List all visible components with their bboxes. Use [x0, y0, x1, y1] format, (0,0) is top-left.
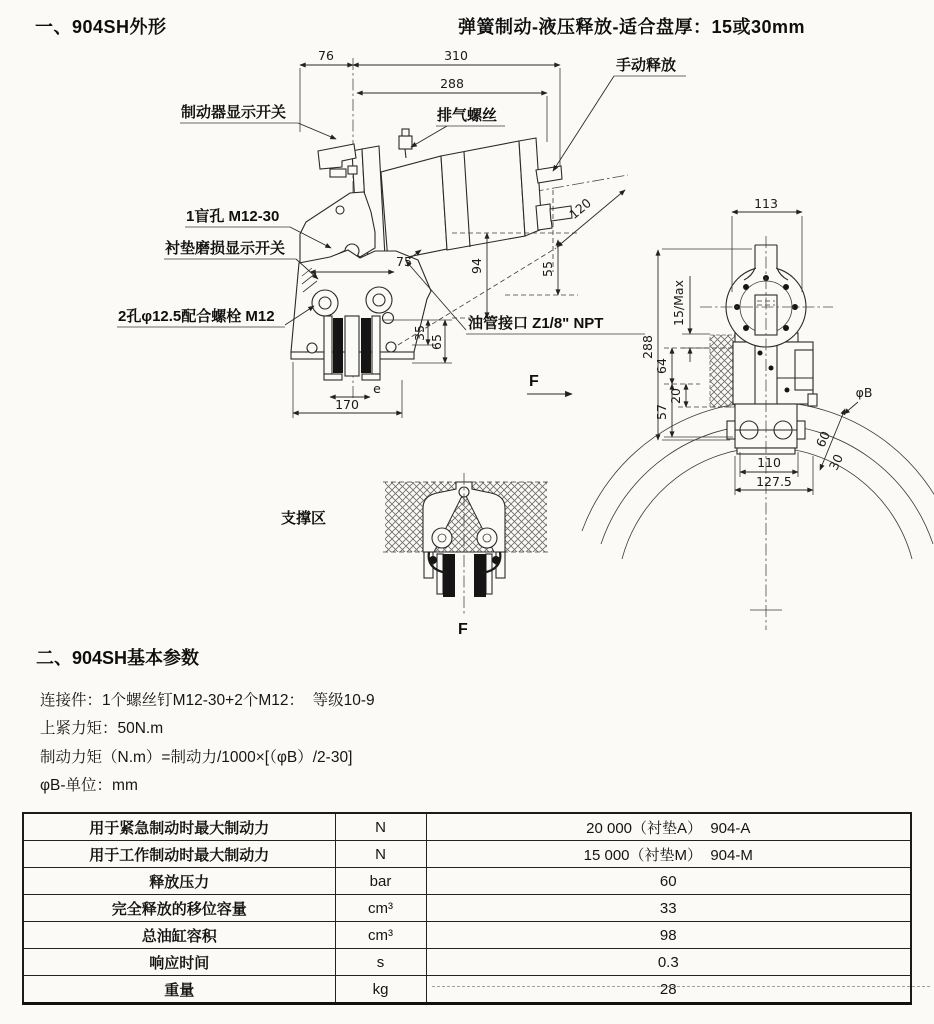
label-support-zone: 支撑区	[281, 510, 327, 527]
table-row	[23, 868, 911, 895]
table-row	[23, 922, 911, 949]
table-row	[23, 895, 911, 922]
value-cell: 20 000（衬垫A） 904-A	[426, 813, 911, 841]
dim-15max: 15/Max	[671, 280, 686, 326]
dim-94: 94	[469, 258, 484, 274]
dim-310: 310	[444, 48, 468, 63]
label-exhaust-screw: 排气螺丝	[437, 107, 498, 124]
page-subtitle: 弹簧制动-液压释放-适合盘厚：15或30mm	[458, 17, 806, 37]
dim-35: 35	[412, 325, 427, 341]
unit-cell: s	[335, 949, 426, 976]
param-cell: 用于工作制动时最大制动力	[23, 841, 335, 868]
label-force-side: F	[529, 373, 539, 390]
value-cell: 15 000（衬垫M） 904-M	[426, 841, 911, 868]
value-cell: 28	[426, 976, 911, 1004]
label-blind-hole: 1盲孔 M12-30	[186, 208, 280, 225]
dim-75: 75	[396, 254, 412, 269]
unit-cell: cm³	[335, 922, 426, 949]
label-force-bottom: F	[458, 621, 468, 638]
dim-170: 170	[335, 397, 359, 412]
label-disc-diameter: φB	[855, 385, 873, 400]
table-row	[23, 841, 911, 868]
dim-76: 76	[318, 48, 334, 63]
spec-line-torque: 上紧力矩：50N.m	[40, 720, 164, 737]
spec-line-unit: φB-单位：mm	[40, 777, 138, 794]
label-manual-release: 手动释放	[616, 57, 677, 74]
scan-artifact-line	[432, 986, 930, 987]
dim-127-5: 127.5	[756, 474, 792, 489]
parameters-table	[22, 812, 912, 1005]
param-cell: 响应时间	[23, 949, 335, 976]
dim-55: 55	[540, 261, 555, 277]
dim-288-front: 288	[640, 335, 655, 359]
table-row	[23, 976, 911, 1004]
pivot-bracket	[300, 192, 375, 263]
dim-120: 120	[566, 195, 595, 222]
param-cell: 完全释放的移位容量	[23, 895, 335, 922]
exhaust-screw-part	[399, 129, 412, 158]
section1-title: 一、904SH外形	[35, 17, 167, 37]
front-view	[582, 196, 934, 630]
label-brake-indicator-switch: 制动器显示开关	[181, 104, 287, 121]
spec-line-connector: 连接件：1个螺丝钉M12-30+2个M12： 等级10-9	[40, 692, 375, 709]
side-view	[117, 48, 686, 418]
param-cell: 总油缸容积	[23, 922, 335, 949]
support-zone-view	[281, 473, 549, 638]
table-row	[23, 949, 911, 976]
spec-line-formula: 制动力矩（N.m）=制动力/1000×[（φB）/2-30]	[40, 749, 353, 766]
unit-cell: N	[335, 841, 426, 868]
table-row	[23, 813, 911, 841]
unit-cell: cm³	[335, 895, 426, 922]
param-cell: 释放压力	[23, 868, 335, 895]
value-cell: 98	[426, 922, 911, 949]
dim-20: 20	[668, 388, 683, 404]
unit-cell: kg	[335, 976, 426, 1004]
param-cell: 用于紧急制动时最大制动力	[23, 813, 335, 841]
actuator-cylinder	[381, 138, 572, 261]
dim-110: 110	[757, 455, 781, 470]
dim-57: 57	[654, 404, 669, 420]
dim-64: 64	[654, 358, 669, 374]
value-cell: 33	[426, 895, 911, 922]
dim-65: 65	[429, 334, 444, 350]
dim-113: 113	[754, 196, 778, 211]
label-pad-wear-switch: 衬垫磨损显示开关	[165, 240, 286, 257]
brake-pads	[324, 316, 380, 380]
dim-288-side: 288	[440, 76, 464, 91]
value-cell: 0.3	[426, 949, 911, 976]
label-oil-port: 油管接口 Z1/8" NPT	[468, 315, 604, 332]
section2-title: 二、904SH基本参数	[36, 648, 200, 668]
dim-e: e	[373, 381, 381, 396]
dim-30: 30	[825, 451, 847, 473]
unit-cell: N	[335, 813, 426, 841]
unit-cell: bar	[335, 868, 426, 895]
value-cell: 60	[426, 868, 911, 895]
param-cell: 重量	[23, 976, 335, 1004]
label-bolt-holes: 2孔φ12.5配合螺栓 M12	[118, 308, 275, 325]
dim-60: 60	[812, 428, 834, 450]
